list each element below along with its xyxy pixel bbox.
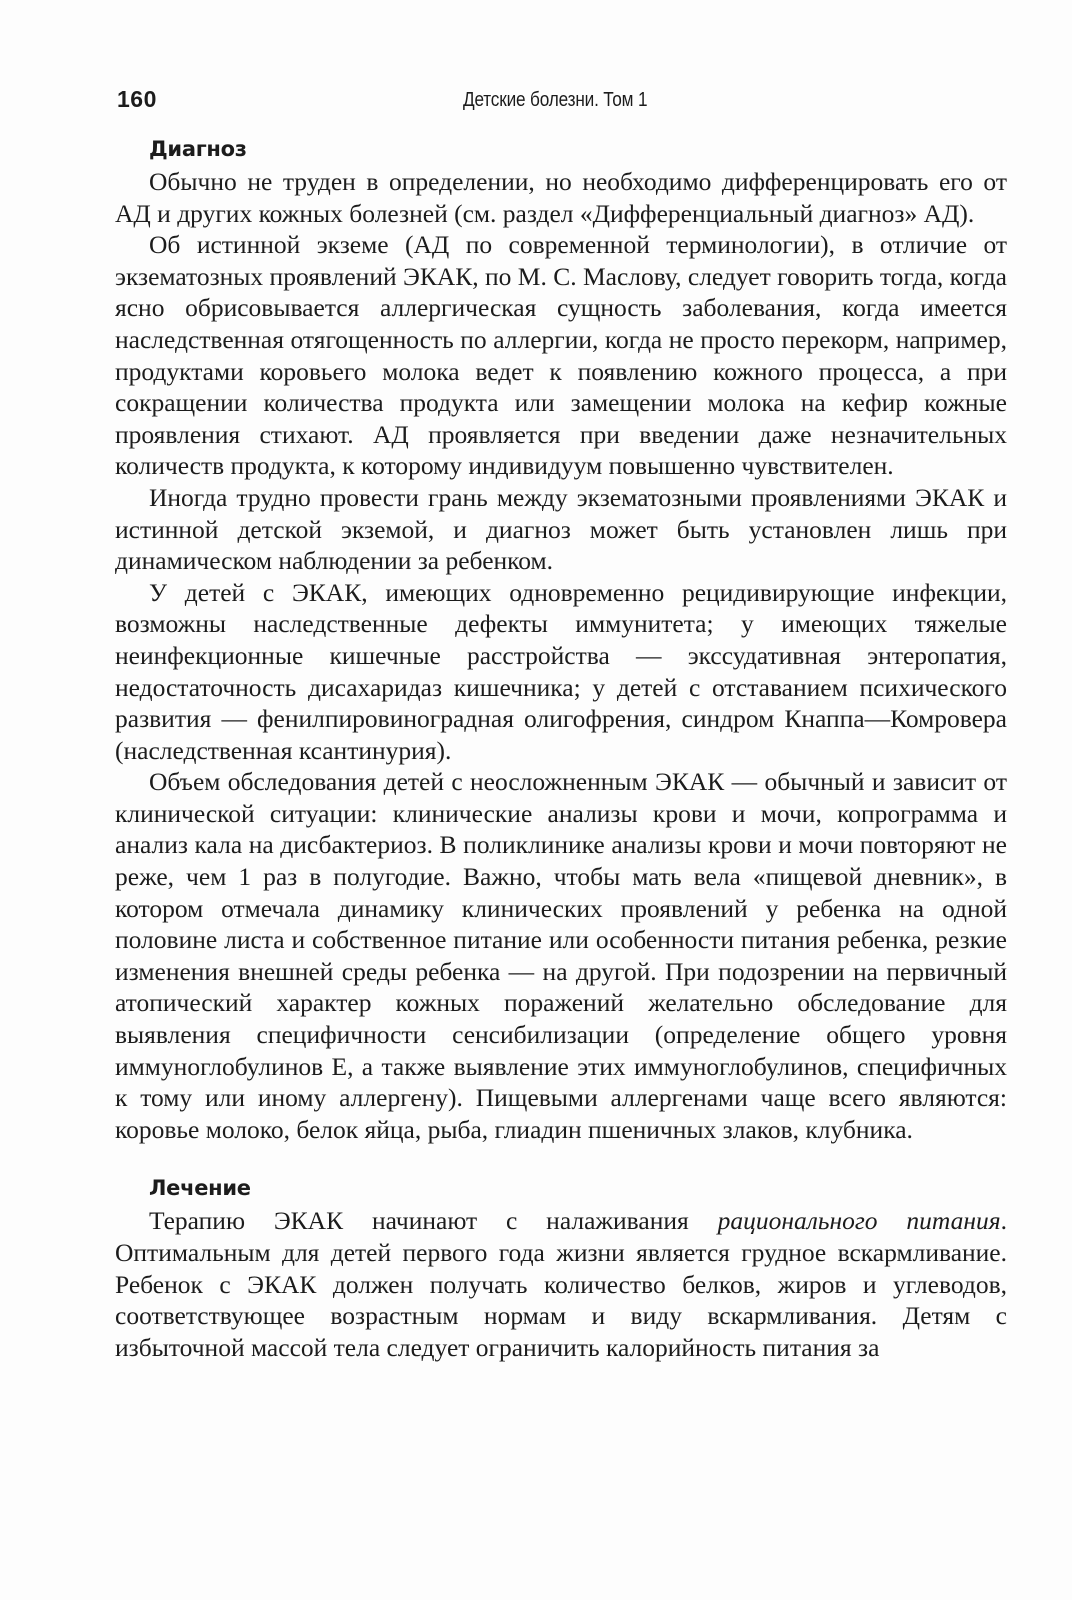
paragraph-text-start: Терапию ЭКАК начинают с налаживания: [149, 1206, 718, 1236]
running-header: [117, 86, 1007, 118]
paragraph-text-end: . Оптимальным для детей первого года жизни является грудное вскармливание. Ребенок с ЭКАК должен получать количество белков, жиров и углеводов, соответствующее возрастным нормам и виду вскармливания. Детям с избыточной массой тела следует ограничить калорийность питания за: [115, 1206, 1007, 1362]
paragraph: Об истинной экземе (АД по современной терминологии), в отличие от экзематозных проявлений ЭКАК, по М. С. Маслову, следует говорить тогда, когда ясно обрисовывается аллергическая сущность заболевания, когда имеется наследственная отягощенность по аллергии, когда не просто перекорм, например, продуктами коровьего молока ведет к появлению кожного процесса, а при сокращении количества продукта или замещении молока на кефир кожные проявления стихают. АД проявляется при введении даже незначительных количеств продукта, к которому индивидуум повышенно чувствителен.: [115, 230, 1007, 481]
paragraph: Иногда трудно провести грань между экзематозными проявлениями ЭКАК и истинной детской экземой, и диагноз может быть установлен лишь при динамическом наблюдении за ребенком.: [115, 482, 1007, 576]
paragraph: У детей с ЭКАК, имеющих одновременно рецидивирующие инфекции, возможны наследственные дефекты иммунитета; у имеющих тяжелые неинфекционные кишечные расстройства — экссудативная энтеропатия, недостаточность дисахаридаз кишечника; у детей с отставанием психического развития — фенилпировиноградная олигофрения, синдром Кнаппа—Комровера (наследственная ксантинурия).: [115, 577, 1007, 765]
paragraph: Обычно не труден в определении, но необходимо дифференцировать его от АД и других кожных болезней (см. раздел «Дифференциальный диагноз» АД).: [115, 167, 1007, 228]
paragraph-treatment: [115, 1205, 1007, 1363]
paragraph: Объем обследования детей с неосложненным ЭКАК — обычный и зависит от клинической ситуации: клинические анализы крови и мочи, копрограмма и анализ кала на дисбактериоз. В поликлинике анализы крови и мочи повторяют не реже, чем 1 раз в полугодие. Важно, чтобы мать вела «пищевой дневник», в котором отмечала динамику клинических проявлений у ребенка на одной половине листа и собственное питание или особенности питания ребенка, резкие изменения внешней среды ребенка — на другой. При подозрении на первичный атопический характер кожных поражений желательно обследование для выявления специфичности сенсибилизации (определение общего уровня иммуноглобулинов E, а также выявление этих иммуноглобулинов, специфичных к тому или иному аллергену). Пищевыми аллергенами чаще всего являются: коровье молоко, белок яйца, рыба, глиадин пшеничных злаков, клубника.: [115, 767, 1007, 1144]
book-title: Детские болезни. Том 1: [463, 89, 648, 111]
section-heading-diagnosis: Диагноз: [149, 137, 247, 161]
italic-term: рационального питания: [717, 1206, 1001, 1236]
page-number: 160: [117, 86, 157, 112]
page-body: [115, 132, 1007, 1363]
section-heading-treatment: Лечение: [149, 1176, 251, 1201]
